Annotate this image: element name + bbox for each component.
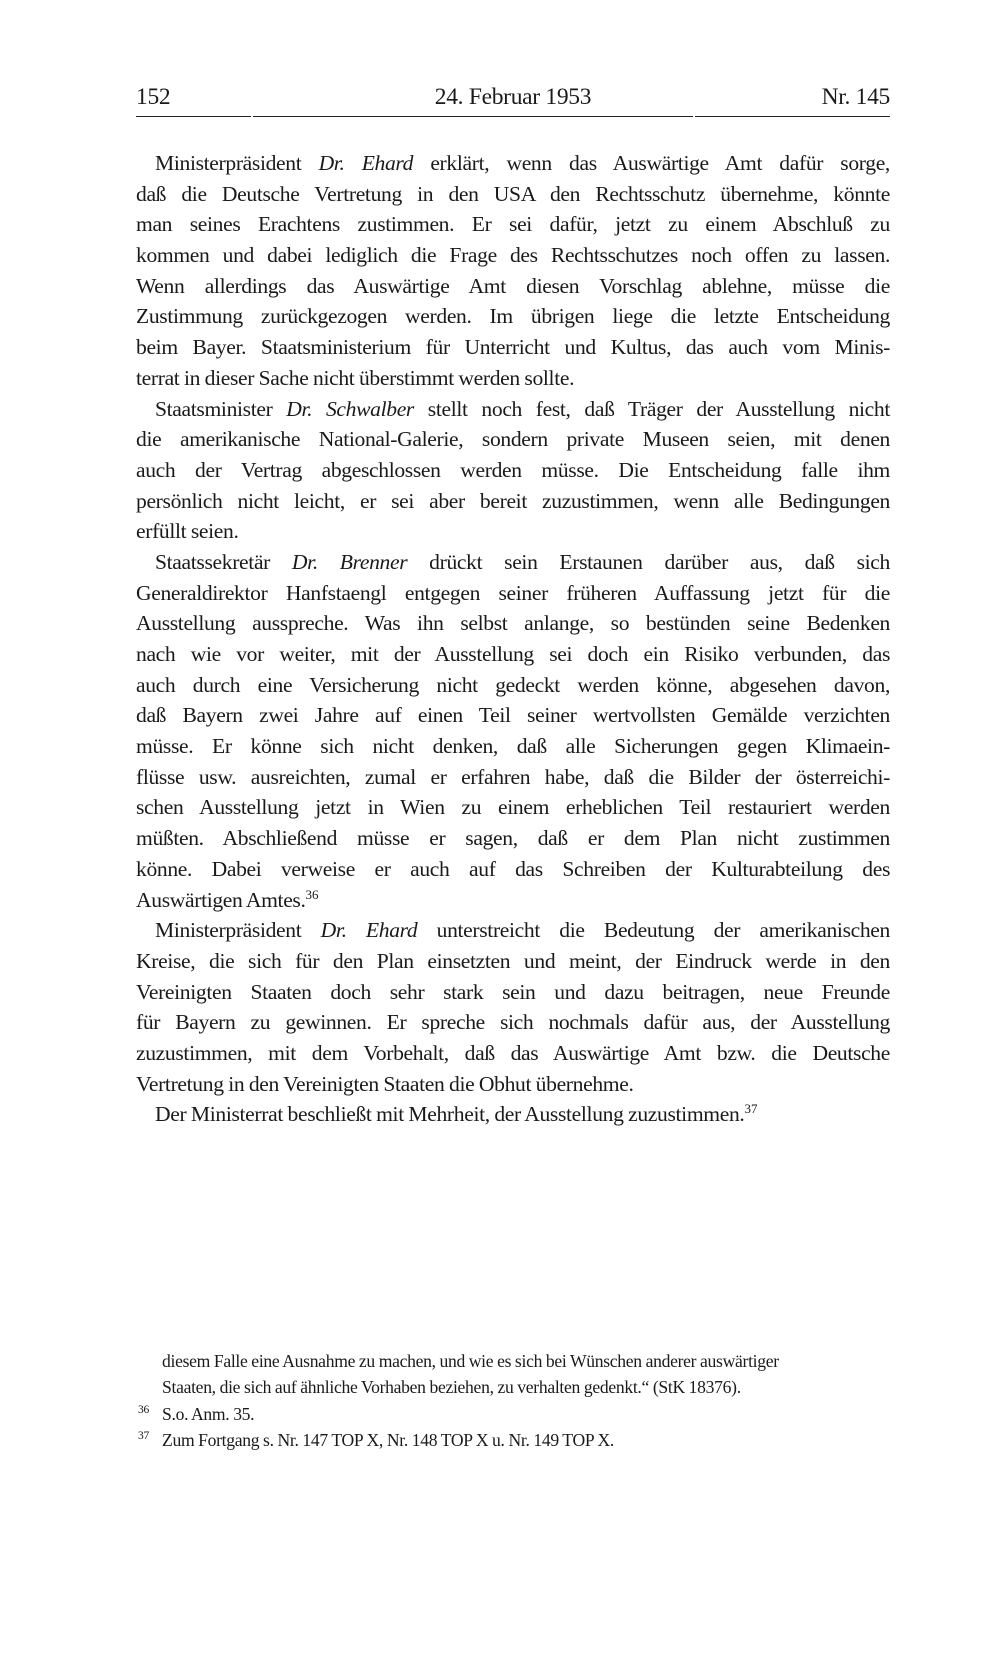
footnotes	[136, 1348, 890, 1453]
footnote-number: 37	[138, 1429, 149, 1442]
text-run: für Bayern zu gewinnen. Er spreche sich nochmals dafür aus, der Ausstellung	[136, 1010, 890, 1035]
header-date: 24. Februar 1953	[434, 84, 592, 110]
footnote-text: S.o. Anm. 35.	[162, 1403, 255, 1424]
text-run: beim Bayer. Staatsministerium für Unterricht und Kultus, das auch vom Minis-	[136, 335, 890, 360]
text-line	[136, 1099, 890, 1130]
text-run: auch durch eine Versicherung nicht gedeckt werden könne, abgesehen davon,	[136, 672, 890, 697]
text-run: erklärt, wenn das Auswärtige Amt dafür sorge,	[413, 151, 890, 175]
text-run: Wenn allerdings das Auswärtige Amt diesen Vorschlag ablehne, müsse die	[136, 273, 890, 298]
text-run: daß Bayern zwei Jahre auf einen Teil seiner wertvollsten Gemälde verzichten	[136, 703, 890, 728]
text-line	[136, 946, 890, 977]
text-line	[136, 700, 890, 731]
text-line	[136, 915, 890, 946]
text-line	[136, 148, 890, 179]
speaker-name: Dr. Brenner	[291, 549, 408, 574]
text-line	[136, 762, 890, 793]
speaker-name: Dr. Schwalber	[286, 396, 414, 421]
text-line	[136, 977, 890, 1008]
text-run: Auswärtigen Amtes.	[136, 887, 306, 912]
text-line	[136, 332, 890, 363]
text-run: müsse. Er könne sich nicht denken, daß alle Sicherungen gegen Klimaein-	[136, 734, 890, 759]
footnote-text: Zum Fortgang s. Nr. 147 TOP X, Nr. 148 TOP X u. Nr. 149 TOP X.	[162, 1429, 614, 1450]
text-run: terrat in dieser Sache nicht überstimmt werden sollte.	[136, 365, 575, 390]
page-number: 152	[136, 84, 171, 110]
footnote	[136, 1374, 890, 1400]
text-run: Der Ministerrat beschließt mit Mehrheit, der Ausstellung zuzustimmen.	[155, 1102, 745, 1127]
text-line	[136, 1069, 890, 1100]
text-run: Generaldirektor Hanfstaengl entgegen seiner früheren Auffassung jetzt für die	[136, 580, 890, 605]
text-line	[136, 240, 890, 271]
text-run: flüsse usw. ausreichten, zumal er erfahren habe, daß die Bilder der österreichi-	[136, 764, 890, 789]
text-line	[136, 271, 890, 302]
text-run: daß die Deutsche Vertretung in den USA den Rechtsschutz übernehme, könnte	[136, 181, 890, 206]
text-line	[136, 301, 890, 332]
footnote	[136, 1401, 890, 1427]
text-line	[136, 792, 890, 823]
text-run: man seines Erachtens zustimmen. Er sei dafür, jetzt zu einem Abschluß zu	[136, 212, 890, 237]
text-run: die amerikanische National-Galerie, sondern private Museen seien, mit denen	[136, 427, 890, 452]
text-run: kommen und dabei lediglich die Frage des Rechtsschutzes noch offen zu lassen.	[136, 243, 890, 268]
text-line	[136, 670, 890, 701]
text-run: drückt sein Erstaunen darüber aus, daß sich	[407, 549, 890, 574]
footnote	[136, 1427, 890, 1453]
text-line	[136, 854, 890, 885]
text-run: Kreise, die sich für den Plan einsetzten und meint, der Eindruck werde in den	[136, 948, 890, 973]
paragraph	[136, 1099, 890, 1130]
text-run: könne. Dabei verweise er auch auf das Schreiben der Kulturabteilung des	[136, 856, 890, 881]
header-rule	[695, 116, 890, 117]
document-number: Nr. 145	[821, 84, 890, 110]
text-line	[136, 486, 890, 517]
footnote-reference[interactable]: 37	[744, 1101, 758, 1117]
text-line	[136, 209, 890, 240]
speaker-name: Dr. Ehard	[318, 151, 414, 175]
text-line	[136, 578, 890, 609]
header-rule	[253, 116, 693, 117]
text-run: Staatsminister	[155, 396, 287, 421]
paragraph	[136, 915, 890, 1099]
text-run: Staatssekretär	[155, 549, 292, 574]
text-run: erfüllt seien.	[136, 519, 239, 544]
text-run: Ministerpräsident	[155, 918, 321, 943]
text-run: Zustimmung zurückgezogen werden. Im übrigen liege die letzte Entscheidung	[136, 304, 890, 329]
paragraph	[136, 394, 890, 547]
speaker-name: Dr. Ehard	[320, 918, 418, 943]
text-line	[136, 394, 890, 425]
text-line	[136, 363, 890, 394]
text-run: Vereinigten Staaten doch sehr stark sein und dazu beitragen, neue Freunde	[136, 979, 890, 1004]
text-run: stellt noch fest, daß Träger der Ausstellung nicht	[413, 396, 891, 421]
footnote-text: diesem Falle eine Ausnahme zu machen, und wie es sich bei Wünschen anderer auswärtiger	[162, 1351, 779, 1371]
running-header	[136, 82, 890, 118]
text-run: zuzustimmen, mit dem Vorbehalt, daß das Auswärtige Amt bzw. die Deutsche	[136, 1040, 890, 1065]
text-line	[136, 455, 890, 486]
text-run: Ausstellung ausspreche. Was ihn selbst anlange, so bestünden seine Bedenken	[136, 611, 890, 636]
text-run: Ministerpräsident	[155, 151, 319, 175]
text-line	[136, 608, 890, 639]
text-line	[136, 1038, 890, 1069]
body-text	[136, 148, 890, 1130]
footnote-reference[interactable]: 36	[305, 886, 319, 902]
text-run: Vertretung in den Vereinigten Staaten die Obhut übernehme.	[136, 1071, 634, 1096]
footnote-text: Staaten, die sich auf ähnliche Vorhaben beziehen, zu verhalten gedenkt.“ (StK 18376).	[162, 1377, 741, 1398]
text-line	[136, 516, 890, 547]
text-line	[136, 639, 890, 670]
text-run: müßten. Abschließend müsse er sagen, daß er dem Plan nicht zustimmen	[136, 826, 890, 851]
text-line	[136, 547, 890, 578]
text-run: nach wie vor weiter, mit der Ausstellung sei doch ein Risiko verbunden, das	[136, 642, 890, 666]
header-rule	[136, 116, 251, 117]
text-run: persönlich nicht leicht, er sei aber bereit zuzustimmen, wenn alle Bedingungen	[136, 488, 890, 513]
text-line	[136, 731, 890, 762]
footnote	[136, 1348, 890, 1374]
text-run: schen Ausstellung jetzt in Wien zu einem erheblichen Teil restauriert werden	[136, 795, 890, 820]
text-line	[136, 1007, 890, 1038]
footnote-number: 36	[138, 1403, 149, 1416]
paragraph	[136, 547, 890, 915]
paragraph	[136, 148, 890, 394]
text-line	[136, 424, 890, 455]
text-run: auch der Vertrag abgeschlossen werden müsse. Die Entscheidung falle ihm	[136, 457, 890, 482]
text-run: unterstreicht die Bedeutung der amerikanischen	[417, 918, 890, 943]
text-line	[136, 179, 890, 210]
text-line	[136, 823, 890, 854]
text-line	[136, 885, 890, 916]
